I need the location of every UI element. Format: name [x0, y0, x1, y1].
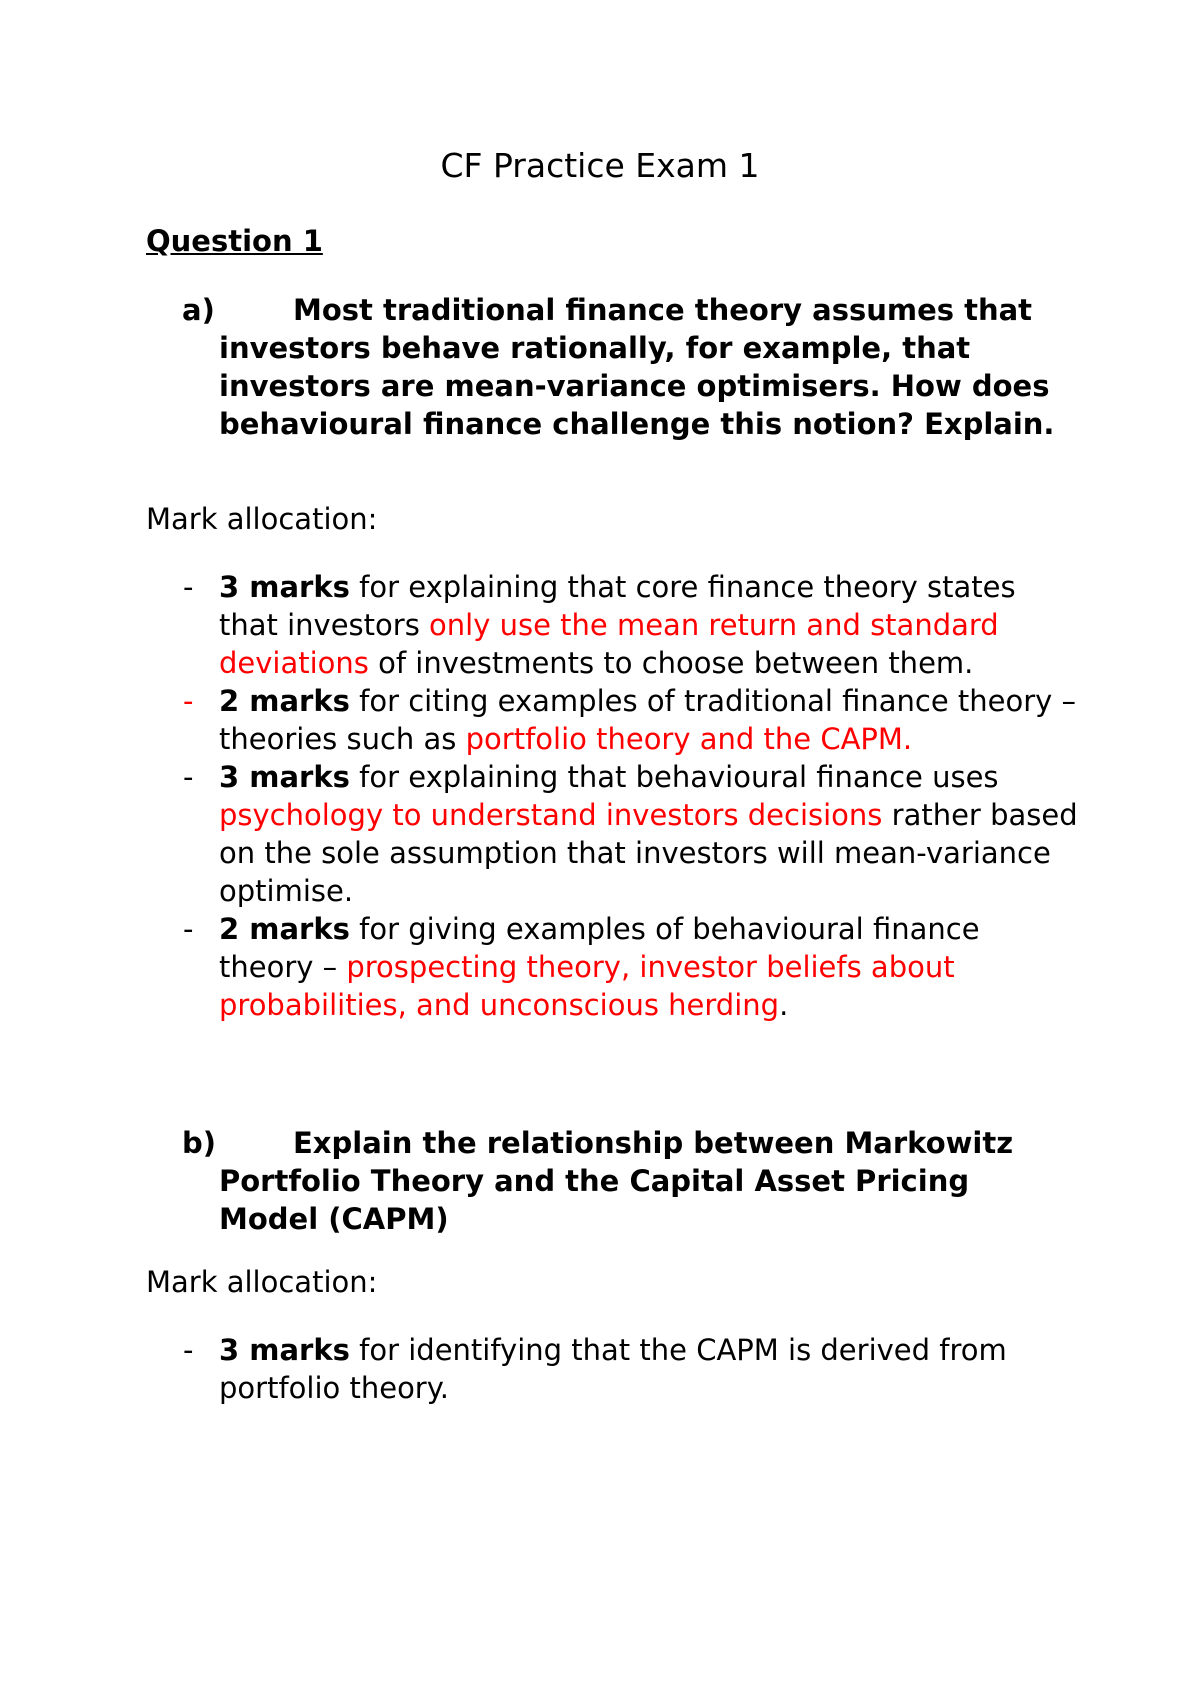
item-text: for citing examples of traditional finance theory – theories such as — [219, 684, 1077, 756]
part-b-mark-allocation-title: Mark allocation: — [146, 1265, 378, 1299]
highlight-text: portfolio theory and the CAPM. — [465, 722, 913, 756]
part-b-question-text: Explain the relationship between Markowitz Portfolio Theory and the Capital Asset Pricing Model (CAPM) — [219, 1126, 1014, 1236]
mark-count: 3 marks — [219, 760, 350, 794]
list-dash: - — [183, 684, 194, 718]
item-text-end: . — [779, 988, 789, 1022]
list-item — [0, 568, 1079, 682]
part-a-question — [219, 291, 1069, 443]
part-a-mark-allocation-title: Mark allocation: — [146, 502, 378, 536]
list-item — [0, 1331, 1079, 1407]
question-heading: Question 1 — [146, 224, 323, 258]
mark-count: 3 marks — [219, 570, 350, 604]
highlight-text: only use the mean return and standard deviations — [219, 608, 999, 680]
part-a-question-text: Most traditional finance theory assumes that investors behave rationally, for example, that investors are mean-variance optimisers. How does behavioural finance challenge this notion? Explain. — [219, 293, 1055, 441]
mark-count: 2 marks — [219, 684, 350, 718]
item-text-end: rather based on the sole assumption that investors will mean-variance optimise. — [219, 798, 1078, 908]
list-dash: - — [183, 570, 194, 604]
item-text-end: of investments to choose between them. — [368, 646, 974, 680]
list-item — [0, 910, 1079, 1024]
mark-count: 3 marks — [219, 1333, 350, 1367]
page-title: CF Practice Exam 1 — [440, 146, 760, 185]
highlight-text: psychology to understand investors decisions — [219, 798, 883, 832]
part-b-question — [219, 1124, 1069, 1238]
list-item — [0, 758, 1079, 910]
mark-count: 2 marks — [219, 912, 350, 946]
item-text: for explaining that behavioural finance uses — [349, 760, 999, 794]
list-item — [0, 682, 1079, 758]
list-dash: - — [183, 760, 194, 794]
list-dash: - — [183, 912, 194, 946]
part-b-mark-list — [0, 1331, 1079, 1407]
part-a-label: a) — [182, 293, 215, 327]
item-text: for identifying that the CAPM is derived from portfolio theory. — [219, 1333, 1007, 1405]
item-text: for giving examples of behavioural finance theory – — [219, 912, 980, 984]
part-b-label: b) — [182, 1126, 217, 1160]
part-a-mark-list — [0, 568, 1079, 1024]
highlight-text: prospecting theory, investor beliefs about probabilities, and unconscious herding — [219, 950, 955, 1022]
list-dash: - — [183, 1333, 194, 1367]
item-text: for explaining that core finance theory states that investors — [219, 570, 1016, 642]
